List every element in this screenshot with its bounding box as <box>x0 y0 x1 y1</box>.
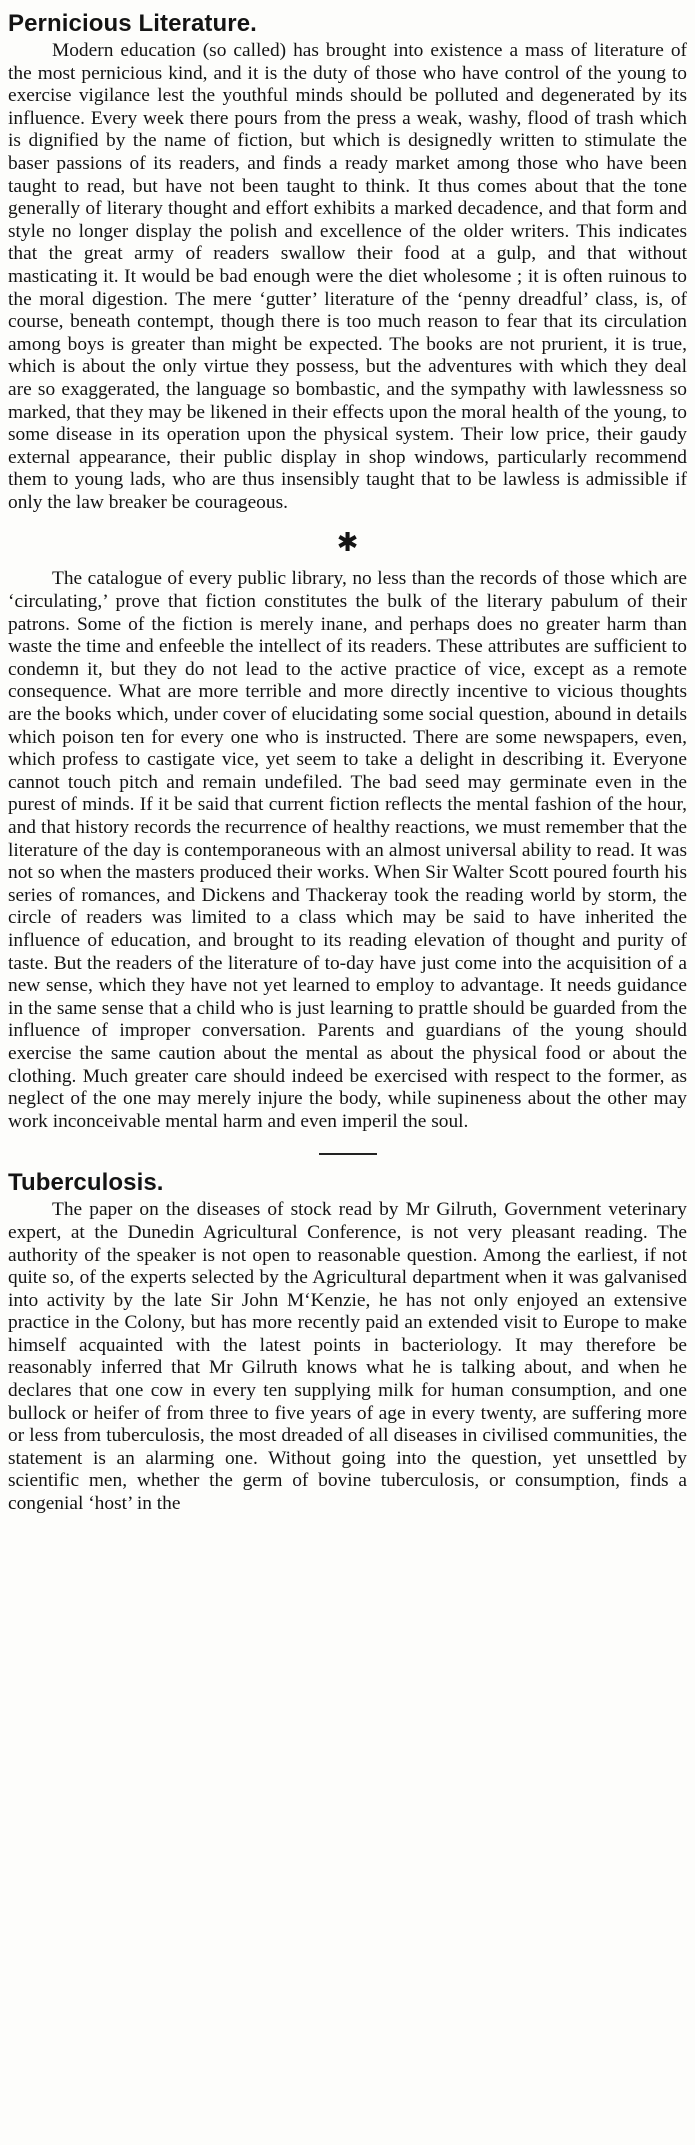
article-title-tuberculosis: Tuberculosis. <box>8 1169 164 1197</box>
section-separator-asterisk: ✱ <box>336 528 359 559</box>
article-paragraph-3: The paper on the diseases of stock read by Mr Gilruth, Government veterinary expert, at the Dunedin Agricultural Conference, is not very pleasant reading. The authority of the speaker is not open to reasonable question. Among the earliest, if not quite so, of the experts selected by the Agricultural department when it was galvanised into activity by the late Sir John M‘Kenzie, he has not only enjoyed an extensive practice in the Colony, but has more recently paid an extended visit to Europe to make himself acquainted with the latest points in bacteriology. It may therefore be reasonably inferred that Mr Gilruth knows what he is talking about, and when he declares that one cow in every ten supplying milk for human consumption, and one bullock or heifer of from three to five years of age in every twenty, are suffering more or less from tuberculosis, the most dreaded of all diseases in civilised communities, the statement is an alarming one. Without going into the question, yet unsettled by scientific men, whether the germ of bovine tuberculosis, or consumption, finds a congenial ‘host’ in the <box>8 1199 687 1515</box>
article-paragraph-2: The catalogue of every public library, no less than the records of those which are ‘circulating,’ prove that fiction constitutes the bulk of the literary pabulum of their patrons. Some of the fiction is merely inane, and perhaps does no greater harm than waste the time and enfeeble the intellect of its readers. These attributes are sufficient to condemn it, but they do not lead to the active practice of vice, except as a remote consequence. What are more terrible and more directly incentive to vicious thoughts are the books which, under cover of elucidating some social question, abound in details which poison ten for every one who is instructed. There are some newspapers, even, which profess to castigate vice, yet seem to take a delight in describing it. Everyone cannot touch pitch and remain undefiled. The bad seed may germinate even in the purest of minds. If it be said that current fiction reflects the mental fashion of the hour, and that history records the recurrence of healthy reactions, we must remember that the literature of the day is contemporaneous with an almost universal ability to read. It was not so when the masters produced their works. When Sir Walter Scott poured fourth his series of romances, and Dickens and Thackeray took the reading world by storm, the circle of readers was limited to a class which may be said to have inherited the influence of education, and brought to its reading elevation of thought and purity of taste. But the readers of the literature of to-day have just come into the acquisition of a new sense, which they have not yet learned to employ to advantage. It needs guidance in the same sense that a child who is just learning to prattle should be guarded from the influence of improper conversation. Parents and guardians of the young should exercise the same caution about the mental as about the physical food or about the clothing. Much greater care should indeed be exercised with respect to the former, as neglect of the one may merely injure the body, while supineness about the other may work inconceivable mental harm and even imperil the soul. <box>8 568 687 1132</box>
article-paragraph-1: Modern education (so called) has brought into existence a mass of literature of the most pernicious kind, and it is the duty of those who have control of the young to exercise vigilance lest the youthful minds should be polluted and degenerated by its influence. Every week there pours from the press a weak, washy, flood of trash which is dignified by the name of fiction, but which is designedly written to stimulate the baser passions of its readers, and finds a ready market among those who have been taught to read, but have not been taught to think. It thus comes about that the tone generally of literary thought and effort exhibits a marked decadence, and that form and style no longer display the polish and excellence of the older writers. This indicates that the great army of readers swallow their food at a gulp, and that without masticating it. It would be bad enough were the diet wholesome ; it is often ruinous to the moral digestion. The mere ‘gutter’ literature of the ‘penny dreadful’ class, is, of course, beneath contempt, though there is too much reason to fear that its circulation among boys is greater than might be expected. The books are not prurient, it is true, which is about the only virtue they possess, but the adventures with which they deal are so exaggerated, the language so bombastic, and the sympathy with lawlessness so marked, that they may be likened in their effects upon the moral health of the young, to some disease in its operation upon the physical system. Their low price, their gaudy external appearance, their public display in shop windows, particularly recommend them to young lads, who are thus insensibly taught that to be lawless is admissible if only the law breaker be courageous. <box>8 40 687 513</box>
article-title-pernicious-literature: Pernicious Literature. <box>8 10 257 37</box>
article-divider-rule <box>319 1153 377 1155</box>
